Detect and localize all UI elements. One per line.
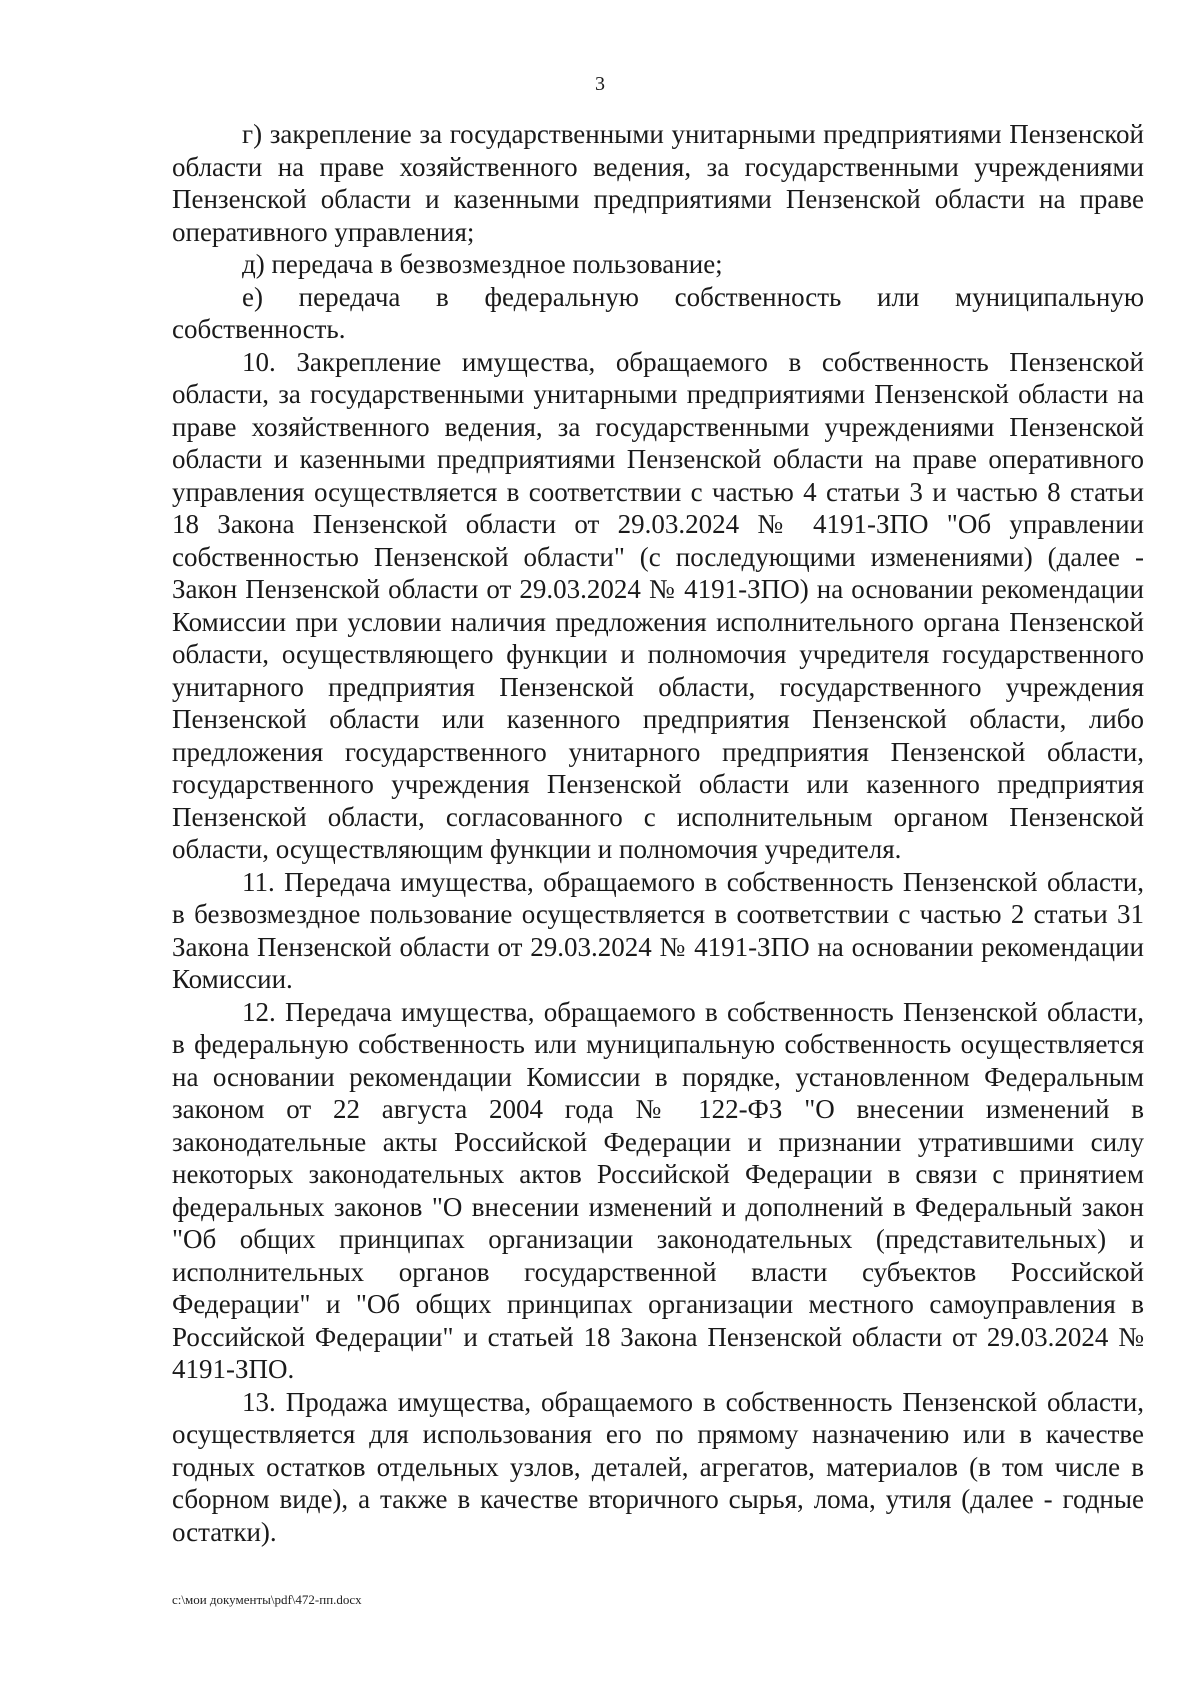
paragraph-item-d: д) передача в безвозмездное пользование; [242, 249, 723, 279]
paragraph-12: 12. Передача имущества, обращаемого в собственность Пензенской области, в федеральную собственность или муниципальную собственность осуществляется на основании рекомендации Комиссии в порядке, установленном Федеральным законом от 22 августа 2004 года № 122-ФЗ "О внесении изменений в законодательные акты Российской Федерации и признании утратившими силу некоторых законодательных актов Российской Федерации в связи с принятием федеральных законов "О внесении изменений и дополнений в Федеральный закон "Об общих принципах организации законодательных (представительных) и исполнительных органов государственной власти субъектов Российской Федерации" и "Об общих принципах организации местного самоуправления в Российской Федерации" и статьей 18 Закона Пензенской области от 29.03.2024 № 4191-ЗПО. [172, 996, 1144, 1384]
paragraph-10: 10. Закрепление имущества, обращаемого в собственность Пензенской области, за государственными унитарными предприятиями Пензенской области на праве хозяйственного ведения, за государственными учреждениями Пензенской области и казенными предприятиями Пензенской области на праве оперативного управления осуществляется в соответствии с частью 4 статьи 3 и частью 8 статьи 18 Закона Пензенской области от 29.03.2024 № 4191-ЗПО "Об управлении собственностью Пензенской области" (с последующими изменениями) (далее - Закон Пензенской области от 29.03.2024 № 4191-ЗПО) на основании рекомендации Комиссии при условии наличия предложения исполнительного органа Пензенской области, осуществляющего функции и полномочия учредителя государственного унитарного предприятия Пензенской области, государственного учреждения Пензенской области или казенного предприятия Пензенской области, либо предложения государственного унитарного предприятия Пензенской области, государственного учреждения Пензенской области или казенного предприятия Пензенской области, согласованного с исполнительным органом Пензенской области, осуществляющим функции и полномочия учредителя. [172, 346, 1144, 864]
document-body [172, 118, 1144, 1548]
paragraph-11: 11. Передача имущества, обращаемого в собственность Пензенской области, в безвозмездное пользование осуществляется в соответствии с частью 2 статьи 31 Закона Пензенской области от 29.03.2024 № 4191-ЗПО на основании рекомендации Комиссии. [172, 866, 1144, 994]
paragraph-item-e: е) передача в федеральную собственность или муниципальную собственность. [172, 281, 1144, 344]
paragraph-13: 13. Продажа имущества, обращаемого в собственность Пензенской области, осуществляется для использования его по прямому назначению или в качестве годных остатков отдельных узлов, деталей, агрегатов, материалов (в том числе в сборном виде), а также в качестве вторичного сырья, лома, утиля (далее - годные остатки). [172, 1386, 1144, 1547]
paragraph-item-g: г) закрепление за государственными унитарными предприятиями Пензенской области на праве хозяйственного ведения, за государственными учреждениями Пензенской области и казенными предприятиями Пензенской области на праве оперативного управления; [172, 119, 1144, 247]
footer-file-path: c:\мои документы\pdf\472-пп.docx [172, 1592, 362, 1607]
page-number: 3 [595, 73, 605, 95]
